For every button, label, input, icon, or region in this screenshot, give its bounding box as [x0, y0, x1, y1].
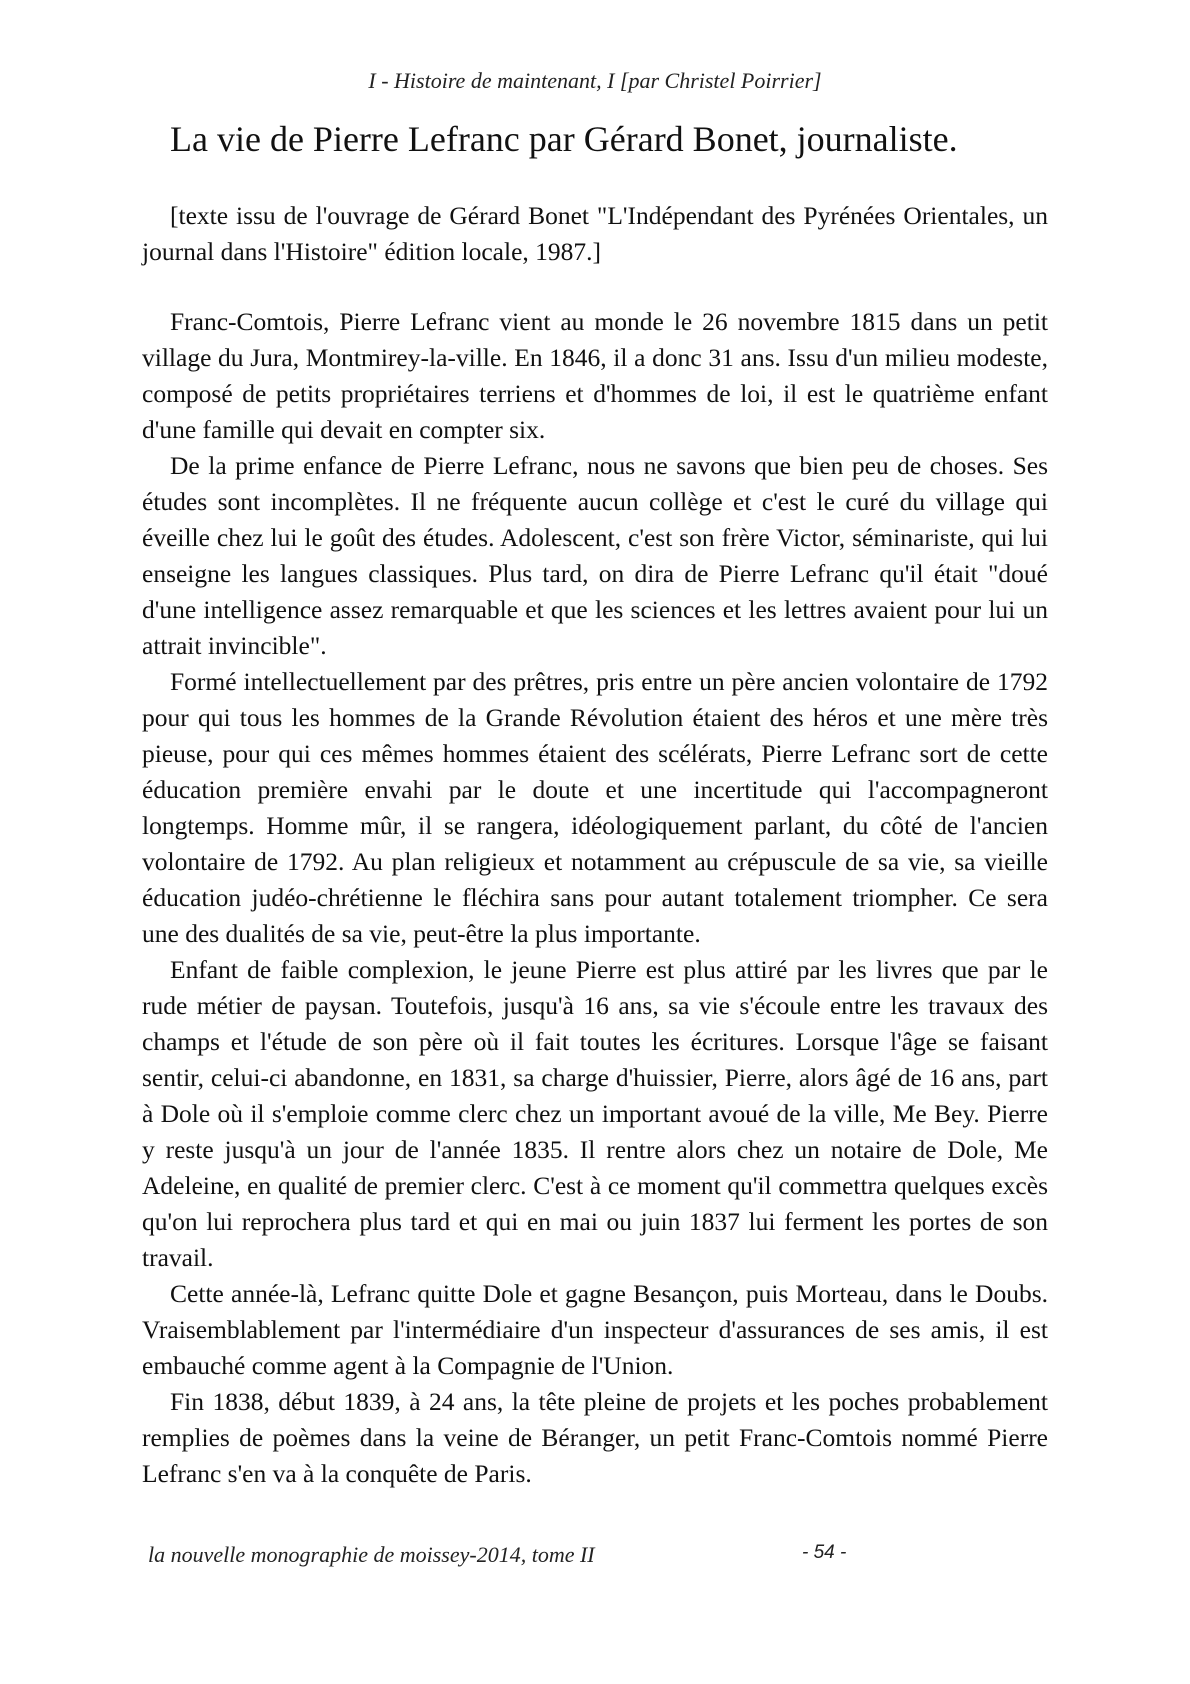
paragraph: Enfant de faible complexion, le jeune Pierre est plus attiré par les livres que par le rude métier de paysan. Toutefois, jusqu'à 16 ans, sa vie s'écoule entre les travaux des champs et l'étude de son père où il fait toutes les écritures. Lorsque l'âge se faisant sentir, celui-ci abandonne, en 1831, sa charge d'huissier, Pierre, alors âgé de 16 ans, part à Dole où il s'emploie comme clerc chez un important avoué de la ville, Me Bey. Pierre y reste jusqu'à un jour de l'année 1835. Il rentre alors chez un notaire de Dole, Me Adeleine, en qualité de premier clerc. C'est à ce moment qu'il commettra quelques excès qu'on lui reprochera plus tard et qui en mai ou juin 1837 lui ferment les portes de son travail.	[142, 955, 1048, 1272]
paragraph: Franc-Comtois, Pierre Lefranc vient au monde le 26 novembre 1815 dans un petit village du Jura, Montmirey-la-ville. En 1846, il a donc 31 ans. Issu d'un milieu modeste, composé de petits propriétaires terriens et d'hommes de loi, il est le quatrième enfant d'une famille qui devait en compter six.	[142, 307, 1048, 444]
paragraph: Fin 1838, début 1839, à 24 ans, la tête pleine de projets et les poches probablement remplies de poèmes dans la veine de Béranger, un petit Franc-Comtois nommé Pierre Lefranc s'en va à la conquête de Paris.	[142, 1387, 1048, 1488]
footer-publication: la nouvelle monographie de moissey-2014, tome II	[148, 1542, 595, 1567]
source-note: [texte issu de l'ouvrage de Gérard Bonet "L'Indépendant des Pyrénées Orientales, un journal dans l'Histoire" édition locale, 1987.]	[142, 201, 1048, 266]
running-header: I - Histoire de maintenant, I [par Christel Poirrier]	[368, 68, 822, 93]
paragraph: Cette année-là, Lefranc quitte Dole et gagne Besançon, puis Morteau, dans le Doubs. Vraisemblablement par l'intermédiaire d'un inspecteur d'assurances de ses amis, il est embauché comme agent à la Compagnie de l'Union.	[142, 1279, 1048, 1380]
article-body	[142, 304, 1048, 1492]
page-number: - 54 -	[802, 1542, 847, 1563]
article-title: La vie de Pierre Lefranc par Gérard Bonet, journaliste.	[170, 119, 958, 159]
paragraph: Formé intellectuellement par des prêtres, pris entre un père ancien volontaire de 1792 pour qui tous les hommes de la Grande Révolution étaient des héros et une mère très pieuse, pour qui ces mêmes hommes étaient des scélérats, Pierre Lefranc sort de cette éducation première envahi par le doute et une incertitude qui l'accompagneront longtemps. Homme mûr, il se rangera, idéologiquement parlant, du côté de l'ancien volontaire de 1792. Au plan religieux et notamment au crépuscule de sa vie, sa vieille éducation judéo-chrétienne le fléchira sans pour autant totalement triompher. Ce sera une des dualités de sa vie, peut-être la plus importante.	[142, 667, 1048, 948]
paragraph: De la prime enfance de Pierre Lefranc, nous ne savons que bien peu de choses. Ses études sont incomplètes. Il ne fréquente aucun collège et c'est le curé du village qui éveille chez lui le goût des études. Adolescent, c'est son frère Victor, séminariste, qui lui enseigne les langues classiques. Plus tard, on dira de Pierre Lefranc qu'il était "doué d'une intelligence assez remarquable et que les sciences et les lettres avaient pour lui un attrait invincible".	[142, 451, 1048, 660]
